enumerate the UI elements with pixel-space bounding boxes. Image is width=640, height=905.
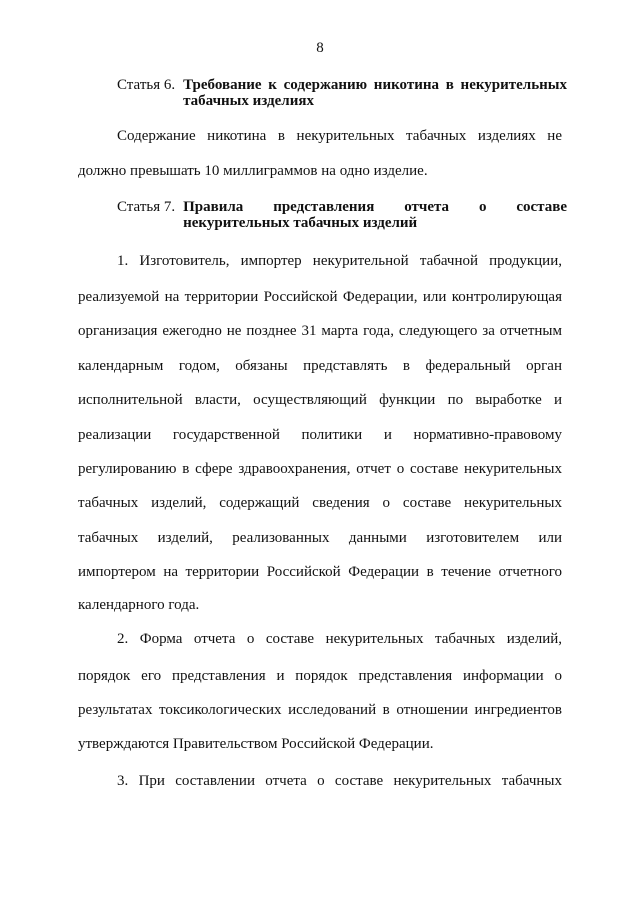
article-7-heading [117, 199, 567, 231]
paragraph-1-line: календарного года. [78, 597, 200, 613]
paragraph-1-line: исполнительной власти, осуществляющий функции по выработке и [78, 392, 562, 408]
paragraph-3-line: 3. При составлении отчета о составе некурительных табачных [117, 773, 562, 789]
paragraph-1-line: табачных изделий, содержащий сведения о составе некурительных [78, 495, 562, 511]
article-6-text-line: должно превышать 10 миллиграммов на одно изделие. [78, 163, 428, 179]
paragraph-1-line: 1. Изготовитель, импортер некурительной табачной продукции, [117, 253, 562, 269]
paragraph-2-line: 2. Форма отчета о составе некурительных табачных изделий, [117, 631, 562, 647]
article-6-heading [117, 77, 567, 109]
article-7-label: Статья 7. [117, 199, 176, 215]
article-6-text-line: Содержание никотина в некурительных табачных изделиях не [117, 128, 562, 144]
article-6-title: Требование к содержанию никотина в некурительных табачных изделиях [183, 77, 567, 109]
paragraph-1-line: импортером на территории Российской Федерации в течение отчетного [78, 564, 562, 580]
article-7-title: Правила представления отчета о составе некурительных табачных изделий [183, 199, 567, 231]
paragraph-2-line: утверждаются Правительством Российской Федерации. [78, 736, 434, 752]
paragraph-1-line: регулированию в сфере здравоохранения, отчет о составе некурительных [78, 461, 562, 477]
paragraph-1-line: организация ежегодно не позднее 31 марта года, следующего за отчетным [78, 323, 562, 339]
paragraph-1-line: реализуемой на территории Российской Федерации, или контролирующая [78, 289, 562, 305]
paragraph-1-line: табачных изделий, реализованных данными изготовителем или [78, 530, 562, 546]
paragraph-1-line: реализации государственной политики и нормативно-правовому [78, 427, 562, 443]
paragraph-2-line: результатах токсикологических исследований в отношении ингредиентов [78, 702, 562, 718]
paragraph-2-line: порядок его представления и порядок представления информации о [78, 668, 562, 684]
paragraph-1-line: календарным годом, обязаны представлять в федеральный орган [78, 358, 562, 374]
page-number: 8 [316, 40, 324, 56]
article-6-label: Статья 6. [117, 77, 176, 93]
